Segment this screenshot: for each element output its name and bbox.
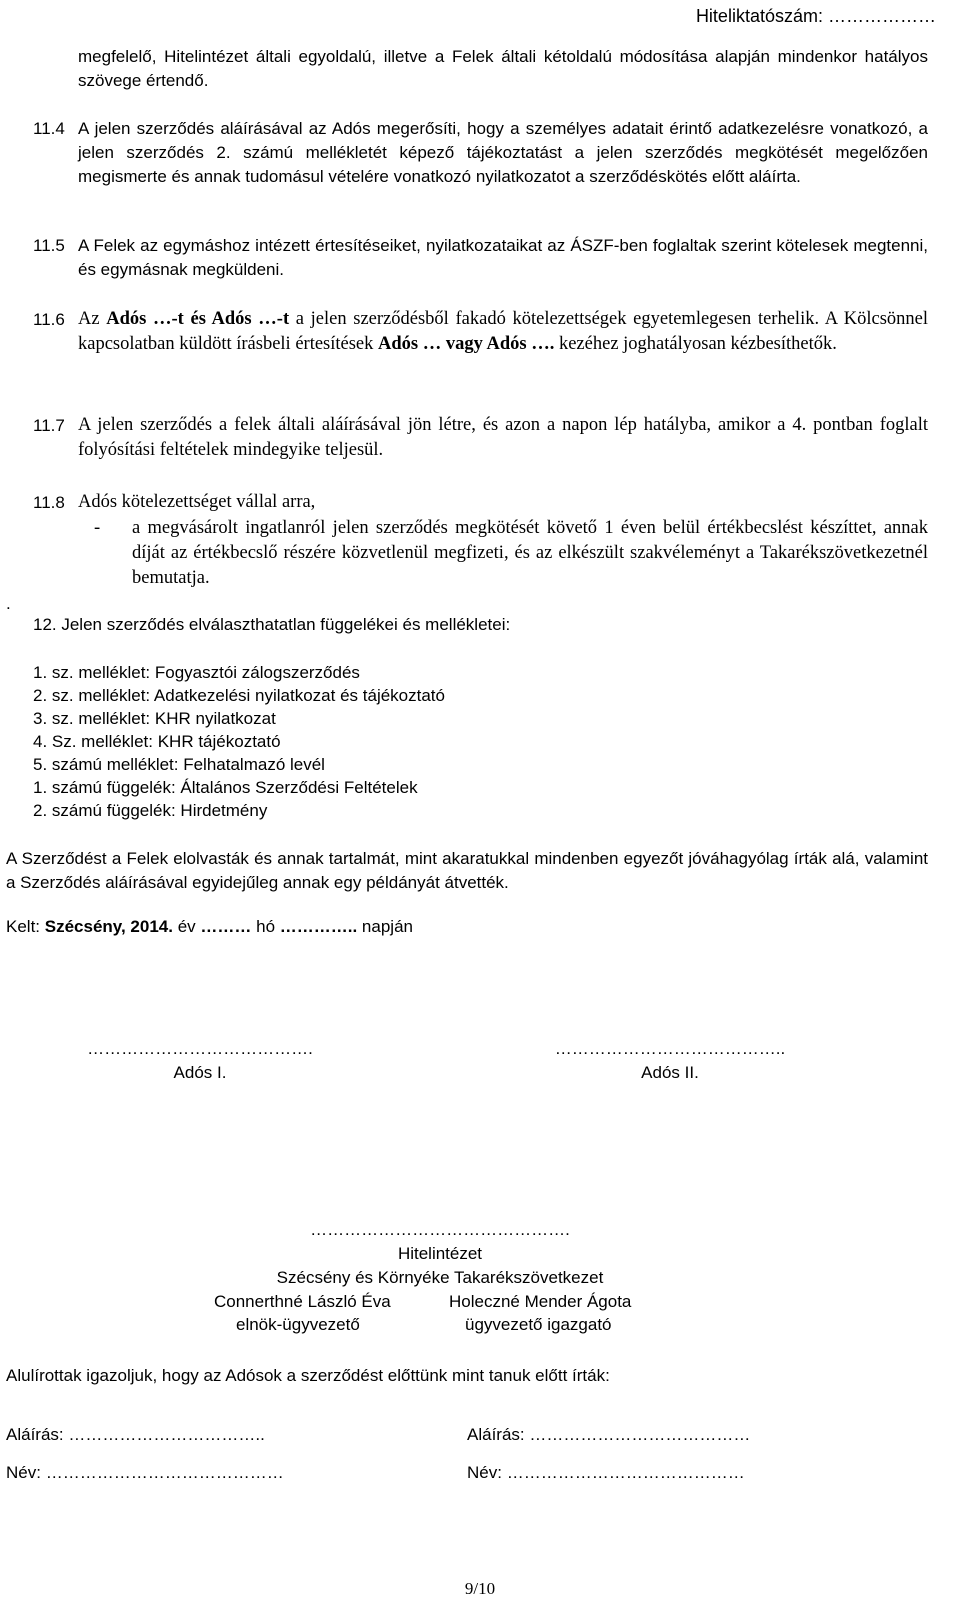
date-place: Szécsény, 2014. (44, 917, 173, 936)
witness1-name-label: Név: (6, 1463, 41, 1482)
page-number: 9/10 (464, 1579, 496, 1598)
annex-item: 2. számú függelék: Hirdetmény (33, 801, 268, 820)
section-11-4-text: A jelen szerződés aláírásával az Adós megerősíti, hogy a személyes adatait érintő adatkezelésre vonatkozó, a jelen szerződés 2. számú mellékletét képező tájékoztatást a jelen szerződés megkötését megelőzően megismerte és annak tudomásul vételére vonatkozó nyilatkozatot a szerződéskötés előtt aláírta. (78, 119, 928, 186)
witness-intro: Alulírottak igazoljuk, hogy az Adósok a szerződést előttünk mint tanuk előtt írták: (6, 1366, 610, 1385)
witness2-name-label: Név: (467, 1463, 502, 1482)
bank-title-2: ügyvezető igazgató (465, 1315, 612, 1334)
section-number-11-7: 11.7 (33, 416, 65, 435)
witness1-signature-label: Aláírás: (6, 1425, 64, 1444)
debtor1-label: Adós I. (173, 1063, 227, 1082)
date-month-dots: ……… (200, 917, 252, 936)
s11-6-part1: Az (78, 309, 107, 329)
s11-6-debtor-a-bold: Adós … (378, 334, 442, 354)
bank-signature-block (180, 1218, 700, 1290)
header-dots: ……………… (828, 6, 936, 26)
witness2-name-dots: …………………………………… (506, 1463, 745, 1482)
date-label: Kelt: (6, 917, 45, 936)
debtor1-signature (40, 1037, 360, 1085)
witness1-signature (6, 1423, 265, 1447)
header-label: Hiteliktatószám: (695, 6, 823, 26)
witness2-name (467, 1461, 745, 1485)
annex-item: 2. sz. melléklet: Adatkezelési nyilatkozat és tájékoztató (33, 686, 445, 705)
date-year-word: év (172, 917, 201, 936)
debtor2-label: Adós II. (641, 1063, 699, 1082)
bank-title-1: elnök-ügyvezető (236, 1315, 360, 1334)
bank-name: Szécsény és Környéke Takarékszövetkezet (276, 1268, 604, 1287)
s11-6-debtors-bold: Adós …-t és Adós …-t (106, 309, 290, 329)
witness1-name-dots: …………………………………… (45, 1463, 284, 1482)
s11-6-part3: kezéhez joghatályosan kézbesíthetők. (554, 334, 837, 354)
bank-person-2: Holeczné Mender Ágota (449, 1292, 632, 1311)
witness1-name (6, 1461, 284, 1485)
section-12-title: 12. Jelen szerződés elválaszthatatlan függelékei és mellékletei: (33, 615, 511, 634)
s11-6-part2: a jelen szerződésből fakadó kötelezettségek egyetemlegesen terhelik. A Kölcsönnel kapcsolatban küldött írásbeli értesítések (78, 309, 928, 354)
stray-dot: . (6, 594, 11, 613)
witness2-signature-dots: ………………………………… (529, 1425, 751, 1444)
date-day-word: napján (357, 917, 413, 936)
debtor1-signature-line: …………………………………. (87, 1039, 313, 1058)
witness1-signature-dots: …………………………….. (68, 1425, 265, 1444)
debtor2-signature (510, 1037, 830, 1085)
closing-paragraph: A Szerződést a Felek elolvasták és annak tartalmát, mint akaratukkal mindenben egyezőt jóváhagyólag írták alá, valamint a Szerződés aláírásával egyidejűleg annak egy példányát átvették. (6, 849, 928, 892)
bank-signature-line: ………………………………………. (310, 1220, 570, 1239)
witness2-signature (467, 1423, 750, 1447)
section-11-6-text (78, 307, 928, 357)
annex-item: 4. Sz. melléklet: KHR tájékoztató (33, 732, 281, 751)
section-11-5-text: A Felek az egymáshoz intézett értesítéseiket, nyilatkozataikat az ÁSZF-ben foglaltak szerint kötelesek megtenni, és egymásnak megküldeni. (78, 236, 928, 279)
section-11-8-lead: Adós kötelezettséget vállal arra, (78, 492, 316, 512)
section-11-8-dash: - (94, 518, 101, 538)
section-number-11-5: 11.5 (33, 236, 65, 255)
section-number-11-6: 11.6 (33, 310, 65, 329)
annex-item: 3. sz. melléklet: KHR nyilatkozat (33, 709, 276, 728)
annex-item: 1. sz. melléklet: Fogyasztói zálogszerződés (33, 663, 360, 682)
section-number-11-8: 11.8 (33, 493, 65, 512)
annex-item: 1. számú függelék: Általános Szerződési Feltételek (33, 778, 418, 797)
date-day-dots: ………….. (279, 917, 358, 936)
bank-person-1: Connerthné László Éva (214, 1292, 391, 1311)
bank-role: Hitelintézet (397, 1244, 483, 1263)
date-month-word: hó (251, 917, 280, 936)
intro-paragraph: megfelelő, Hitelintézet általi egyoldalú, illetve a Felek általi kétoldalú módosítása alapján mindenkor hatályos szövege értendő. (78, 47, 928, 90)
header-reference (696, 4, 936, 28)
section-number-11-4: 11.4 (33, 119, 65, 138)
debtor2-signature-line: ………………………………….. (554, 1039, 786, 1058)
section-11-8-item: a megvásárolt ingatlanról jelen szerződés megkötését követő 1 éven belül értékbecslést készíttet, annak díját az értékbecslő részére közvetlenül megfizeti, és az elkészült szakvéleményt a Takarékszövetkezetnél bemutatja. (132, 518, 928, 588)
date-line (6, 915, 413, 939)
witness2-signature-label: Aláírás: (467, 1425, 525, 1444)
s11-6-debtor-b-bold: vagy Adós …. (445, 334, 555, 354)
annex-item: 5. számú melléklet: Felhatalmazó levél (33, 755, 325, 774)
section-11-7-text: A jelen szerződés a felek általi aláírásával jön létre, és azon a napon lép hatályba, amikor a 4. pontban foglalt folyósítási feltételek mindegyike teljesül. (78, 415, 928, 460)
